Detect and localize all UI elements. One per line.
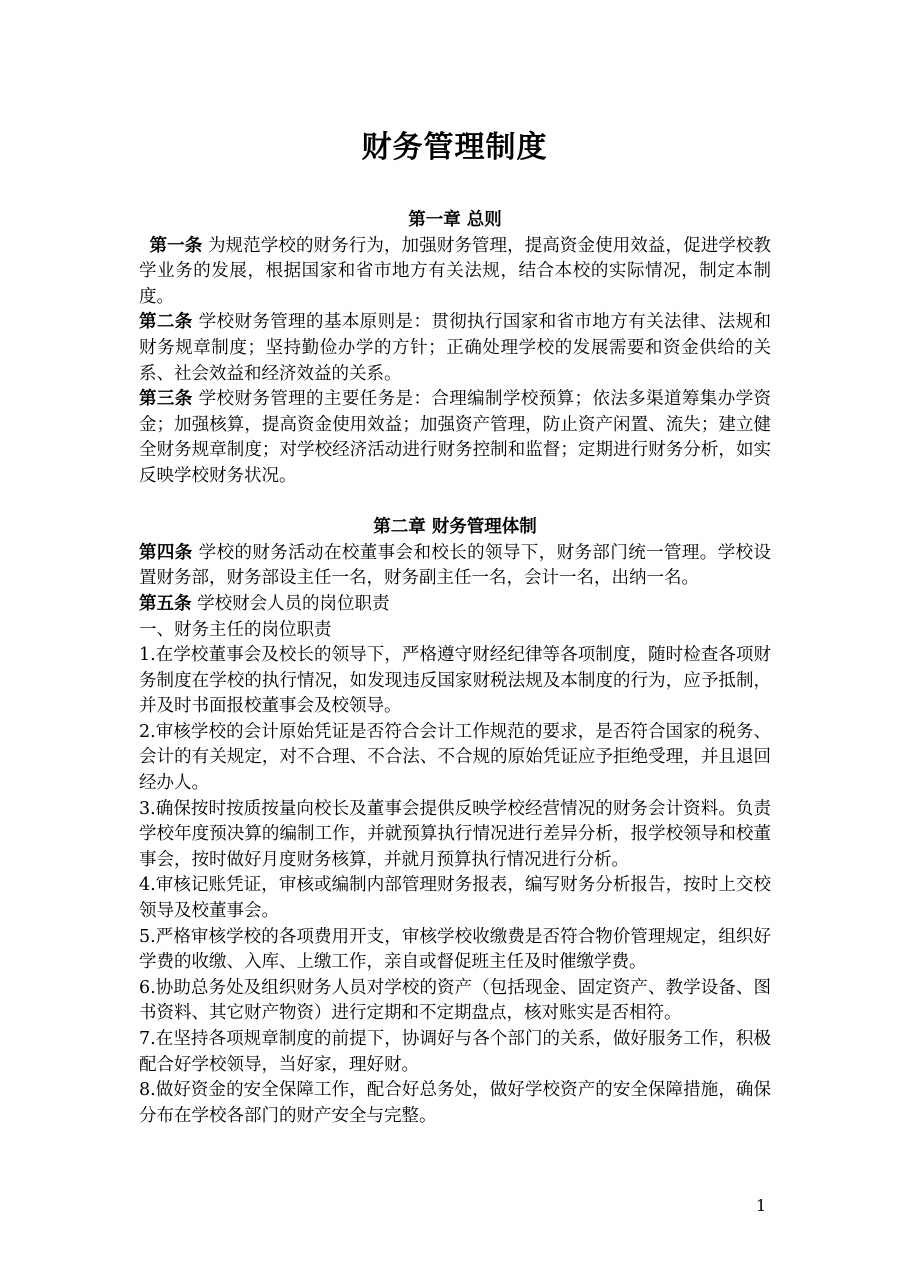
article-4-text: 学校的财务活动在校董事会和校长的领导下，财务部门统一管理。学校设置财务部，财务部设主任一名，财务副主任一名，会计一名，出纳一名。 — [139, 542, 772, 589]
article-1-text: 为规范学校的财务行为，加强财务管理，提高资金使用效益，促进学校教学业务的发展，根据国家和省市地方有关法规，结合本校的实际情况，制定本制度。 — [139, 235, 772, 307]
article-2 — [139, 310, 771, 387]
duty-item: 6.协助总务处及组织财务人员对学校的资产（包括现金、固定资产、教学设备、图书资料、其它财产物资）进行定期和不定期盘点，核对账实是否相符。 — [139, 977, 771, 1024]
duty-item: 5.严格审核学校的各项费用开支，审核学校收缴费是否符合物价管理规定，组织好学费的收缴、入库、上缴工作，亲自或督促班主任及时催缴学费。 — [139, 926, 771, 973]
section-finance-director-duties: 一、财务主任的岗位职责 — [139, 619, 332, 640]
chapter-1-heading: 第一章 总则 — [408, 210, 502, 230]
article-1-label: 第一条 — [149, 235, 203, 256]
document-title: 财务管理制度 — [361, 130, 548, 165]
document-body — [139, 208, 771, 1129]
article-5-label: 第五条 — [139, 593, 192, 614]
article-1 — [139, 234, 771, 311]
duty-item: 4.审核记账凭证，审核或编制内部管理财务报表，编写财务分析报告，按时上交校领导及校董事会。 — [139, 875, 771, 922]
article-3-label: 第三条 — [139, 389, 193, 410]
duty-item: 8.做好资金的安全保障工作，配合好总务处，做好学校资产的安全保障措施，确保分布在学校各部门的财产安全与完整。 — [139, 1080, 771, 1126]
duty-item: 3.确保按时按质按量向校长及董事会提供反映学校经营情况的财务会计资料。负责学校年度预决算的编制工作，并就预算执行情况进行差异分析，报学校领导和校董事会，按时做好月度财务核算，并就月预算执行情况进行分析。 — [139, 798, 771, 870]
article-2-text: 学校财务管理的基本原则是：贯彻执行国家和省市地方有关法律、法规和财务规章制度；坚持勤俭办学的方针；正确处理学校的发展需要和资金供给的关系、社会效益和经济效益的关系。 — [139, 312, 772, 384]
article-2-label: 第二条 — [139, 312, 193, 333]
article-5-text: 学校财会人员的岗位职责 — [191, 593, 390, 614]
page-number: 1 — [756, 1196, 767, 1215]
article-5 — [139, 592, 771, 618]
chapter-2-heading: 第二章 财务管理体制 — [373, 517, 537, 538]
duty-item: 2.审核学校的会计原始凭证是否符合会计工作规范的要求，是否符合国家的税务、会计的有关规定，对不合理、不合法、不合规的原始凭证应予拒绝受理，并且退回经办人。 — [139, 721, 771, 794]
article-4-label: 第四条 — [139, 542, 193, 563]
article-4 — [139, 541, 771, 592]
duty-item: 1.在学校董事会及校长的领导下，严格遵守财经纪律等各项制度，随时检查各项财务制度在学校的执行情况，如发现违反国家财税法规及本制度的行为，应予抵制，并及时书面报校董事会及校领导。 — [139, 645, 771, 717]
article-3-text: 学校财务管理的主要任务是：合理编制学校预算；依法多渠道筹集办学资金；加强核算，提高资金使用效益；加强资产管理，防止资产闲置、流失；建立健全财务规章制度；对学校经济活动进行财务控制和监督；定期进行财务分析，如实反映学校财务状况。 — [139, 389, 772, 486]
article-3 — [139, 387, 771, 489]
duty-item: 7.在坚持各项规章制度的前提下，协调好与各个部门的关系，做好服务工作，积极配合好学校领导，当好家，理好财。 — [139, 1029, 771, 1075]
